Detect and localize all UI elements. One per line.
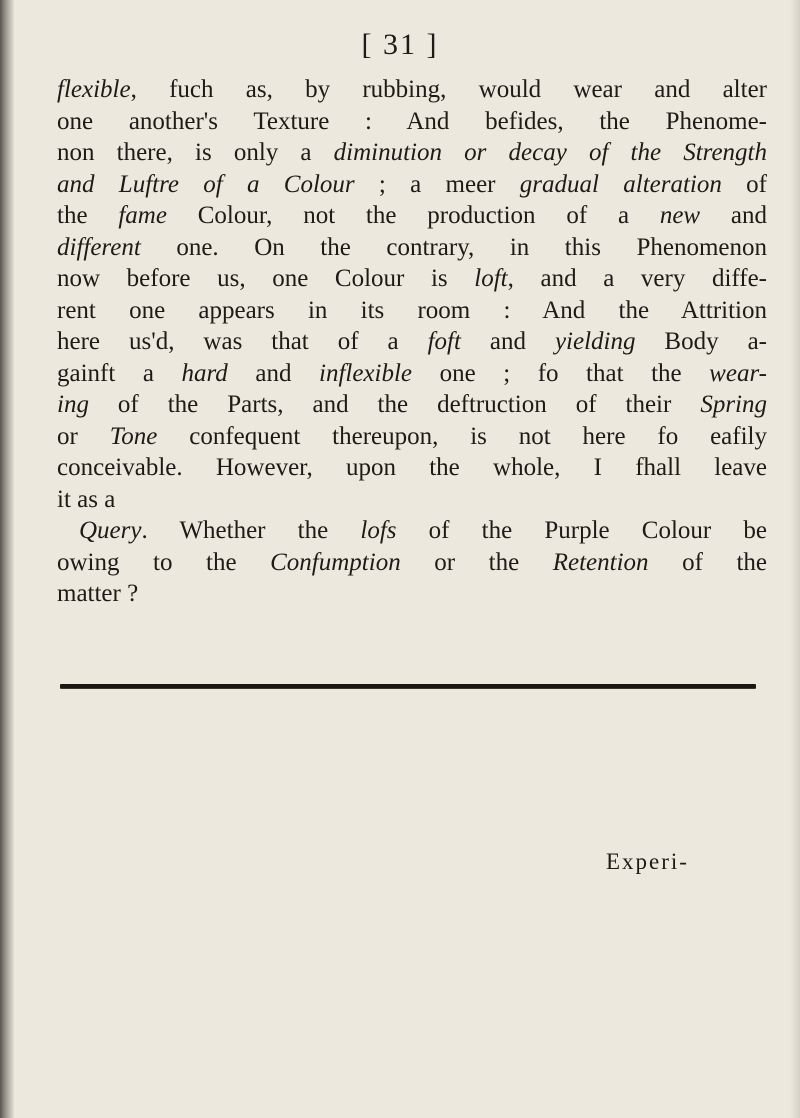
text-line: rent one appears in its room : And the Attrition [57,296,767,324]
text-line: the fame Colour, not the production of a new and [57,202,767,229]
page-number: [ 31 ] [361,28,439,61]
text-line: it as a [57,485,116,513]
text-line: or Tone confequent thereupon, is not here fo eafily [57,422,767,450]
text-line: conceivable. However, upon the whole, I fhall leave [57,454,767,481]
text-line: different one. On the contrary, in this Phenomenon [57,233,767,261]
page-edge [790,0,800,1118]
text-line: non there, is only a diminution or decay of the Strength [57,139,767,166]
query-line: Query. Whether the lofs of the Purple Colour be [79,517,767,544]
text-line: and Luftre of a Colour ; a meer gradual alteration of [57,170,767,198]
body-text [57,74,767,610]
text-line: here us'd, was that of a foft and yielding Body a- [57,328,767,355]
text-line: one another's Texture : And befides, the Phenome- [57,107,767,135]
page-binding-shadow [0,0,14,1118]
text-line: flexible, fuch as, by rubbing, would wear and alter [57,76,767,103]
text-line: now before us, one Colour is loft, and a very diffe- [57,265,768,292]
text-line: matter ? [57,580,139,607]
catchword: Experi- [606,849,689,874]
text-line: owing to the Confumption or the Retention of the [57,548,767,576]
text-line: ing of the Parts, and the deftruction of their Spring [57,391,767,418]
section-rule [60,684,756,688]
text-line: gainft a hard and inflexible one ; fo that the wear- [57,359,767,387]
